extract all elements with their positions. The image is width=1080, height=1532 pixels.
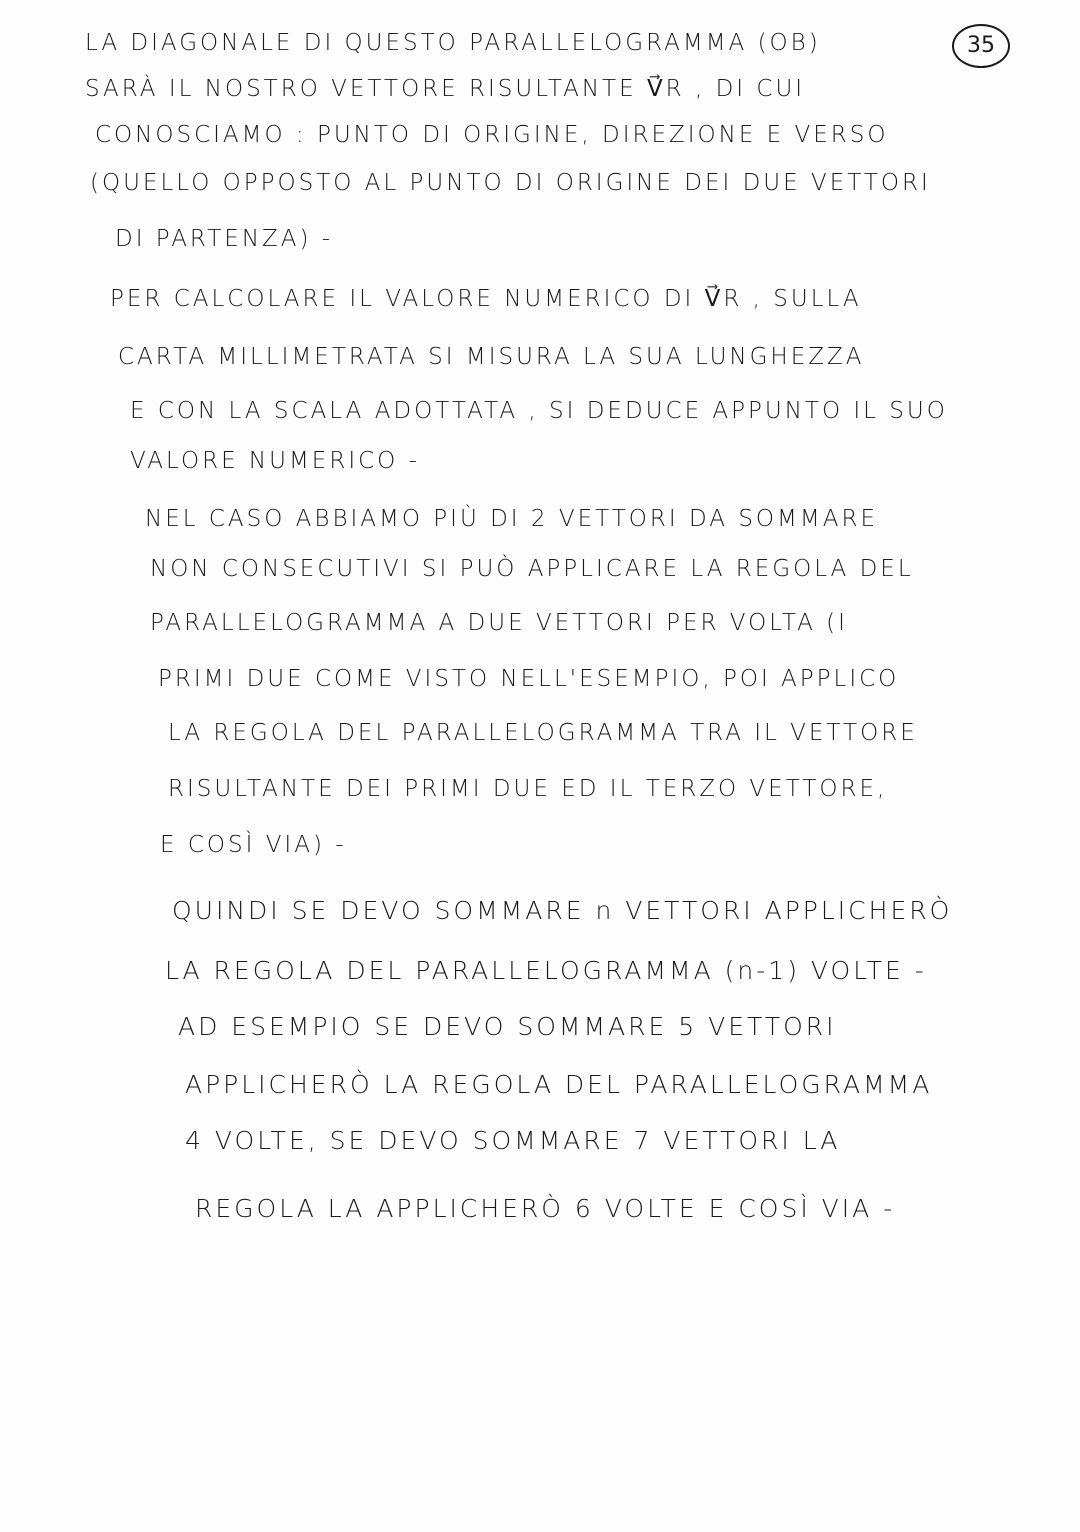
text-line: PRIMI DUE COME VISTO NELL'ESEMPIO, POI APPLICO bbox=[158, 666, 900, 692]
text-line: CONOSCIAMO : PUNTO DI ORIGINE, DIREZIONE E VERSO bbox=[95, 122, 889, 148]
text-line: PER CALCOLARE IL VALORE NUMERICO DI V⃗R , SULLA bbox=[110, 286, 862, 312]
text-line: SARÀ IL NOSTRO VETTORE RISULTANTE V⃗R , DI CUI bbox=[85, 76, 806, 102]
text-line: REGOLA LA APPLICHERÒ 6 VOLTE E COSÌ VIA - bbox=[195, 1194, 896, 1223]
text-line: 4 VOLTE, SE DEVO SOMMARE 7 VETTORI LA bbox=[185, 1126, 841, 1155]
text-line: LA REGOLA DEL PARALLELOGRAMMA (n-1) VOLTE - bbox=[165, 956, 927, 985]
text-line: E CON LA SCALA ADOTTATA , SI DEDUCE APPUNTO IL SUO bbox=[130, 398, 948, 424]
text-line: LA REGOLA DEL PARALLELOGRAMMA TRA IL VETTORE bbox=[168, 720, 918, 746]
text-line: QUINDI SE DEVO SOMMARE n VETTORI APPLICHERÒ bbox=[172, 896, 953, 925]
text-line: LA DIAGONALE DI QUESTO PARALLELOGRAMMA (OB) bbox=[85, 30, 821, 56]
text-line: AD ESEMPIO SE DEVO SOMMARE 5 VETTORI bbox=[178, 1012, 837, 1041]
text-line: (QUELLO OPPOSTO AL PUNTO DI ORIGINE DEI DUE VETTORI bbox=[90, 170, 931, 196]
text-line: DI PARTENZA) - bbox=[115, 226, 334, 252]
text-line: NON CONSECUTIVI SI PUÒ APPLICARE LA REGOLA DEL bbox=[150, 556, 914, 582]
text-line: APPLICHERÒ LA REGOLA DEL PARALLELOGRAMMA bbox=[185, 1070, 933, 1099]
text-line: PARALLELOGRAMMA A DUE VETTORI PER VOLTA (I bbox=[150, 610, 848, 636]
text-line: CARTA MILLIMETRATA SI MISURA LA SUA LUNGHEZZA bbox=[118, 344, 865, 370]
text-line: NEL CASO ABBIAMO PIÙ DI 2 VETTORI DA SOMMARE bbox=[145, 506, 878, 532]
page-number: 35 bbox=[952, 24, 1010, 68]
text-line: VALORE NUMERICO - bbox=[130, 448, 420, 474]
text-line: E COSÌ VIA) - bbox=[160, 832, 347, 858]
text-line: RISULTANTE DEI PRIMI DUE ED IL TERZO VETTORE, bbox=[168, 776, 888, 802]
